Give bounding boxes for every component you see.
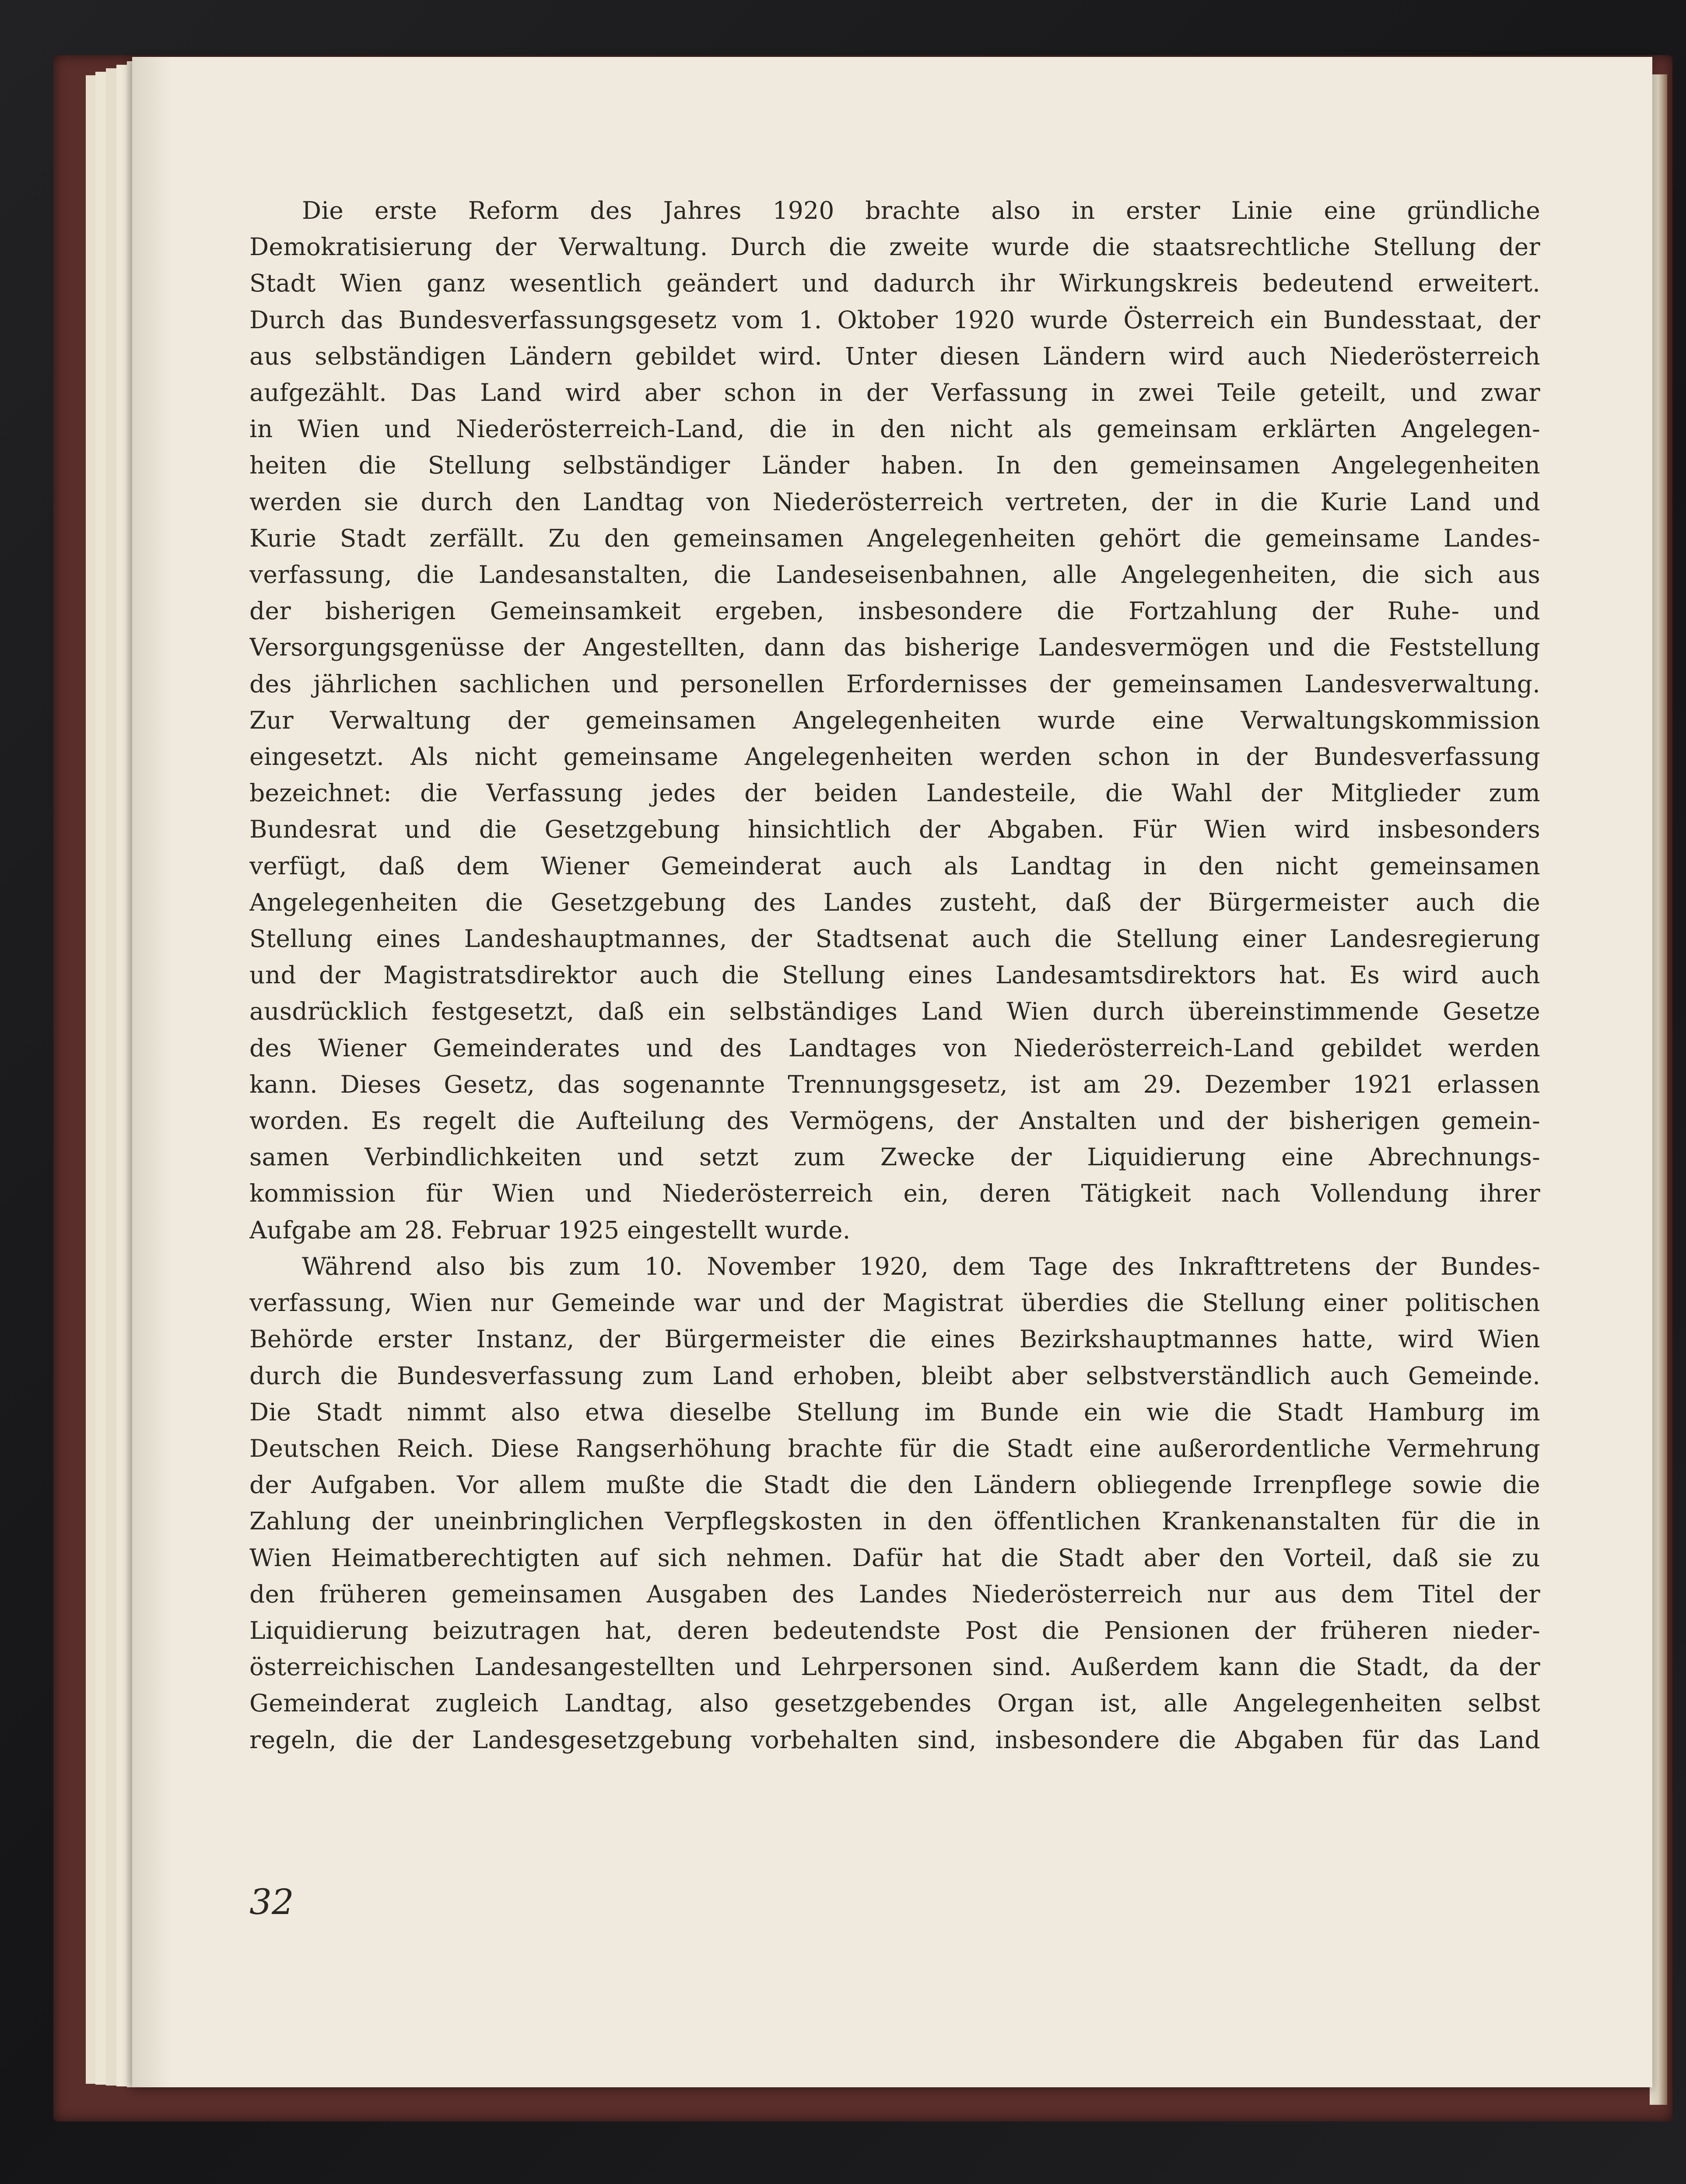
text-line: Bundesrat und die Gesetzgebung hinsichtlich der Abgaben. Für Wien wird insbesonders xyxy=(249,815,1540,844)
text-line: der bisherigen Gemeinsamkeit ergeben, insbesondere die Fortzahlung der Ruhe- und xyxy=(249,597,1540,625)
text-line: samen Verbindlichkeiten und setzt zum Zwecke der Liquidierung eine Abrechnungs- xyxy=(249,1143,1540,1171)
text-line: verfügt, daß dem Wiener Gemeinderat auch als Landtag in den nicht gemeinsamen xyxy=(249,852,1540,880)
page-block-edge xyxy=(1650,74,1667,2105)
text-line: Wien Heimatberechtigten auf sich nehmen. Dafür hat die Stadt aber den Vorteil, daß sie zu xyxy=(249,1543,1540,1572)
text-line: Die Stadt nimmt also etwa dieselbe Stellung im Bunde ein wie die Stadt Hamburg im xyxy=(249,1398,1540,1426)
text-line: Zahlung der uneinbringlichen Verpflegskosten in den öffentlichen Krankenanstalten für die in xyxy=(249,1507,1540,1535)
text-line: werden sie durch den Landtag von Niederösterreich vertreten, der in die Kurie Land und xyxy=(249,487,1540,516)
text-line: durch die Bundesverfassung zum Land erhoben, bleibt aber selbstverständlich auch Gemeinde. xyxy=(249,1361,1540,1390)
text-line: Während also bis zum 10. November 1920, dem Tage des Inkrafttretens der Bundes- xyxy=(302,1252,1540,1280)
text-line: bezeichnet: die Verfassung jedes der beiden Landesteile, die Wahl der Mitglieder zum xyxy=(249,779,1540,807)
text-line: eingesetzt. Als nicht gemeinsame Angelegenheiten werden schon in der Bundesverfassung xyxy=(249,743,1540,771)
text-line: aus selbständigen Ländern gebildet wird. Unter diesen Ländern wird auch Niederösterreich xyxy=(249,342,1540,370)
text-line: regeln, die der Landesgesetzgebung vorbehalten sind, insbesondere die Abgaben für das Land xyxy=(249,1725,1540,1754)
text-line: den früheren gemeinsamen Ausgaben des Landes Niederösterreich nur aus dem Titel der xyxy=(249,1580,1540,1608)
text-line: Aufgabe am 28. Februar 1925 eingestellt wurde. xyxy=(249,1216,851,1244)
text-line: Gemeinderat zugleich Landtag, also gesetzgebendes Organ ist, alle Angelegenheiten selbst xyxy=(249,1689,1540,1718)
text-line: in Wien und Niederösterreich-Land, die in den nicht als gemeinsam erklärten Angelegen- xyxy=(249,415,1540,443)
text-line: Zur Verwaltung der gemeinsamen Angelegenheiten wurde eine Verwaltungskommission xyxy=(249,706,1540,734)
text-line: kann. Dieses Gesetz, das sogenannte Trennungsgesetz, ist am 29. Dezember 1921 erlassen xyxy=(249,1070,1540,1098)
text-line: Behörde erster Instanz, der Bürgermeister die eines Bezirkshauptmannes hatte, wird Wien xyxy=(249,1325,1540,1353)
text-line: ausdrücklich festgesetzt, daß ein selbständiges Land Wien durch übereinstimmende Gesetze xyxy=(249,997,1540,1026)
text-line: und der Magistratsdirektor auch die Stellung eines Landesamtsdirektors hat. Es wird auch xyxy=(249,961,1540,989)
text-line: Die erste Reform des Jahres 1920 brachte also in erster Linie eine gründliche xyxy=(302,196,1540,224)
body-text xyxy=(249,193,1540,1758)
text-line: Stellung eines Landeshauptmannes, der Stadtsenat auch die Stellung einer Landesregierung xyxy=(249,925,1540,953)
text-line: Stadt Wien ganz wesentlich geändert und dadurch ihr Wirkungskreis bedeutend erweitert. xyxy=(249,269,1540,298)
paragraph-2 xyxy=(249,1248,1540,1758)
text-line: heiten die Stellung selbständiger Länder haben. In den gemeinsamen Angelegenheiten xyxy=(249,451,1540,480)
paragraph-1 xyxy=(249,193,1540,1248)
text-line: verfassung, Wien nur Gemeinde war und der Magistrat überdies die Stellung einer politischen xyxy=(249,1289,1540,1317)
text-line: des Wiener Gemeinderates und des Landtages von Niederösterreich-Land gebildet werden xyxy=(249,1034,1540,1062)
text-line: kommission für Wien und Niederösterreich ein, deren Tätigkeit nach Vollendung ihrer xyxy=(249,1179,1540,1208)
text-line: Durch das Bundesverfassungsgesetz vom 1. Oktober 1920 wurde Österreich ein Bundesstaat, der xyxy=(249,305,1540,334)
text-line: Angelegenheiten die Gesetzgebung des Landes zusteht, daß der Bürgermeister auch die xyxy=(249,888,1540,916)
gutter-shadow xyxy=(132,57,172,2087)
text-line: Deutschen Reich. Diese Rangserhöhung brachte für die Stadt eine außerordentliche Vermehrung xyxy=(249,1434,1540,1462)
text-line: Liquidierung beizutragen hat, deren bedeutendste Post die Pensionen der früheren nieder- xyxy=(249,1616,1540,1644)
text-line: worden. Es regelt die Aufteilung des Vermögens, der Anstalten und der bisherigen gemein- xyxy=(249,1107,1540,1135)
text-line: österreichischen Landesangestellten und Lehrpersonen sind. Außerdem kann die Stadt, da der xyxy=(249,1653,1540,1681)
text-line: des jährlichen sachlichen und personellen Erfordernisses der gemeinsamen Landesverwaltung. xyxy=(249,670,1540,698)
text-line: Versorgungsgenüsse der Angestellten, dann das bisherige Landesvermögen und die Feststellung xyxy=(249,633,1540,662)
text-line: Kurie Stadt zerfällt. Zu den gemeinsamen Angelegenheiten gehört die gemeinsame Landes- xyxy=(249,524,1540,552)
text-line: verfassung, die Landesanstalten, die Landeseisenbahnen, alle Angelegenheiten, die sich aus xyxy=(249,561,1540,589)
text-line: aufgezählt. Das Land wird aber schon in der Verfassung in zwei Teile geteilt, und zwar xyxy=(249,379,1540,407)
text-line: der Aufgaben. Vor allem mußte die Stadt die den Ländern obliegende Irrenpflege sowie die xyxy=(249,1471,1540,1499)
page-number: 32 xyxy=(249,1882,294,1922)
text-line: Demokratisierung der Verwaltung. Durch die zweite wurde die staatsrechtliche Stellung der xyxy=(249,233,1540,261)
